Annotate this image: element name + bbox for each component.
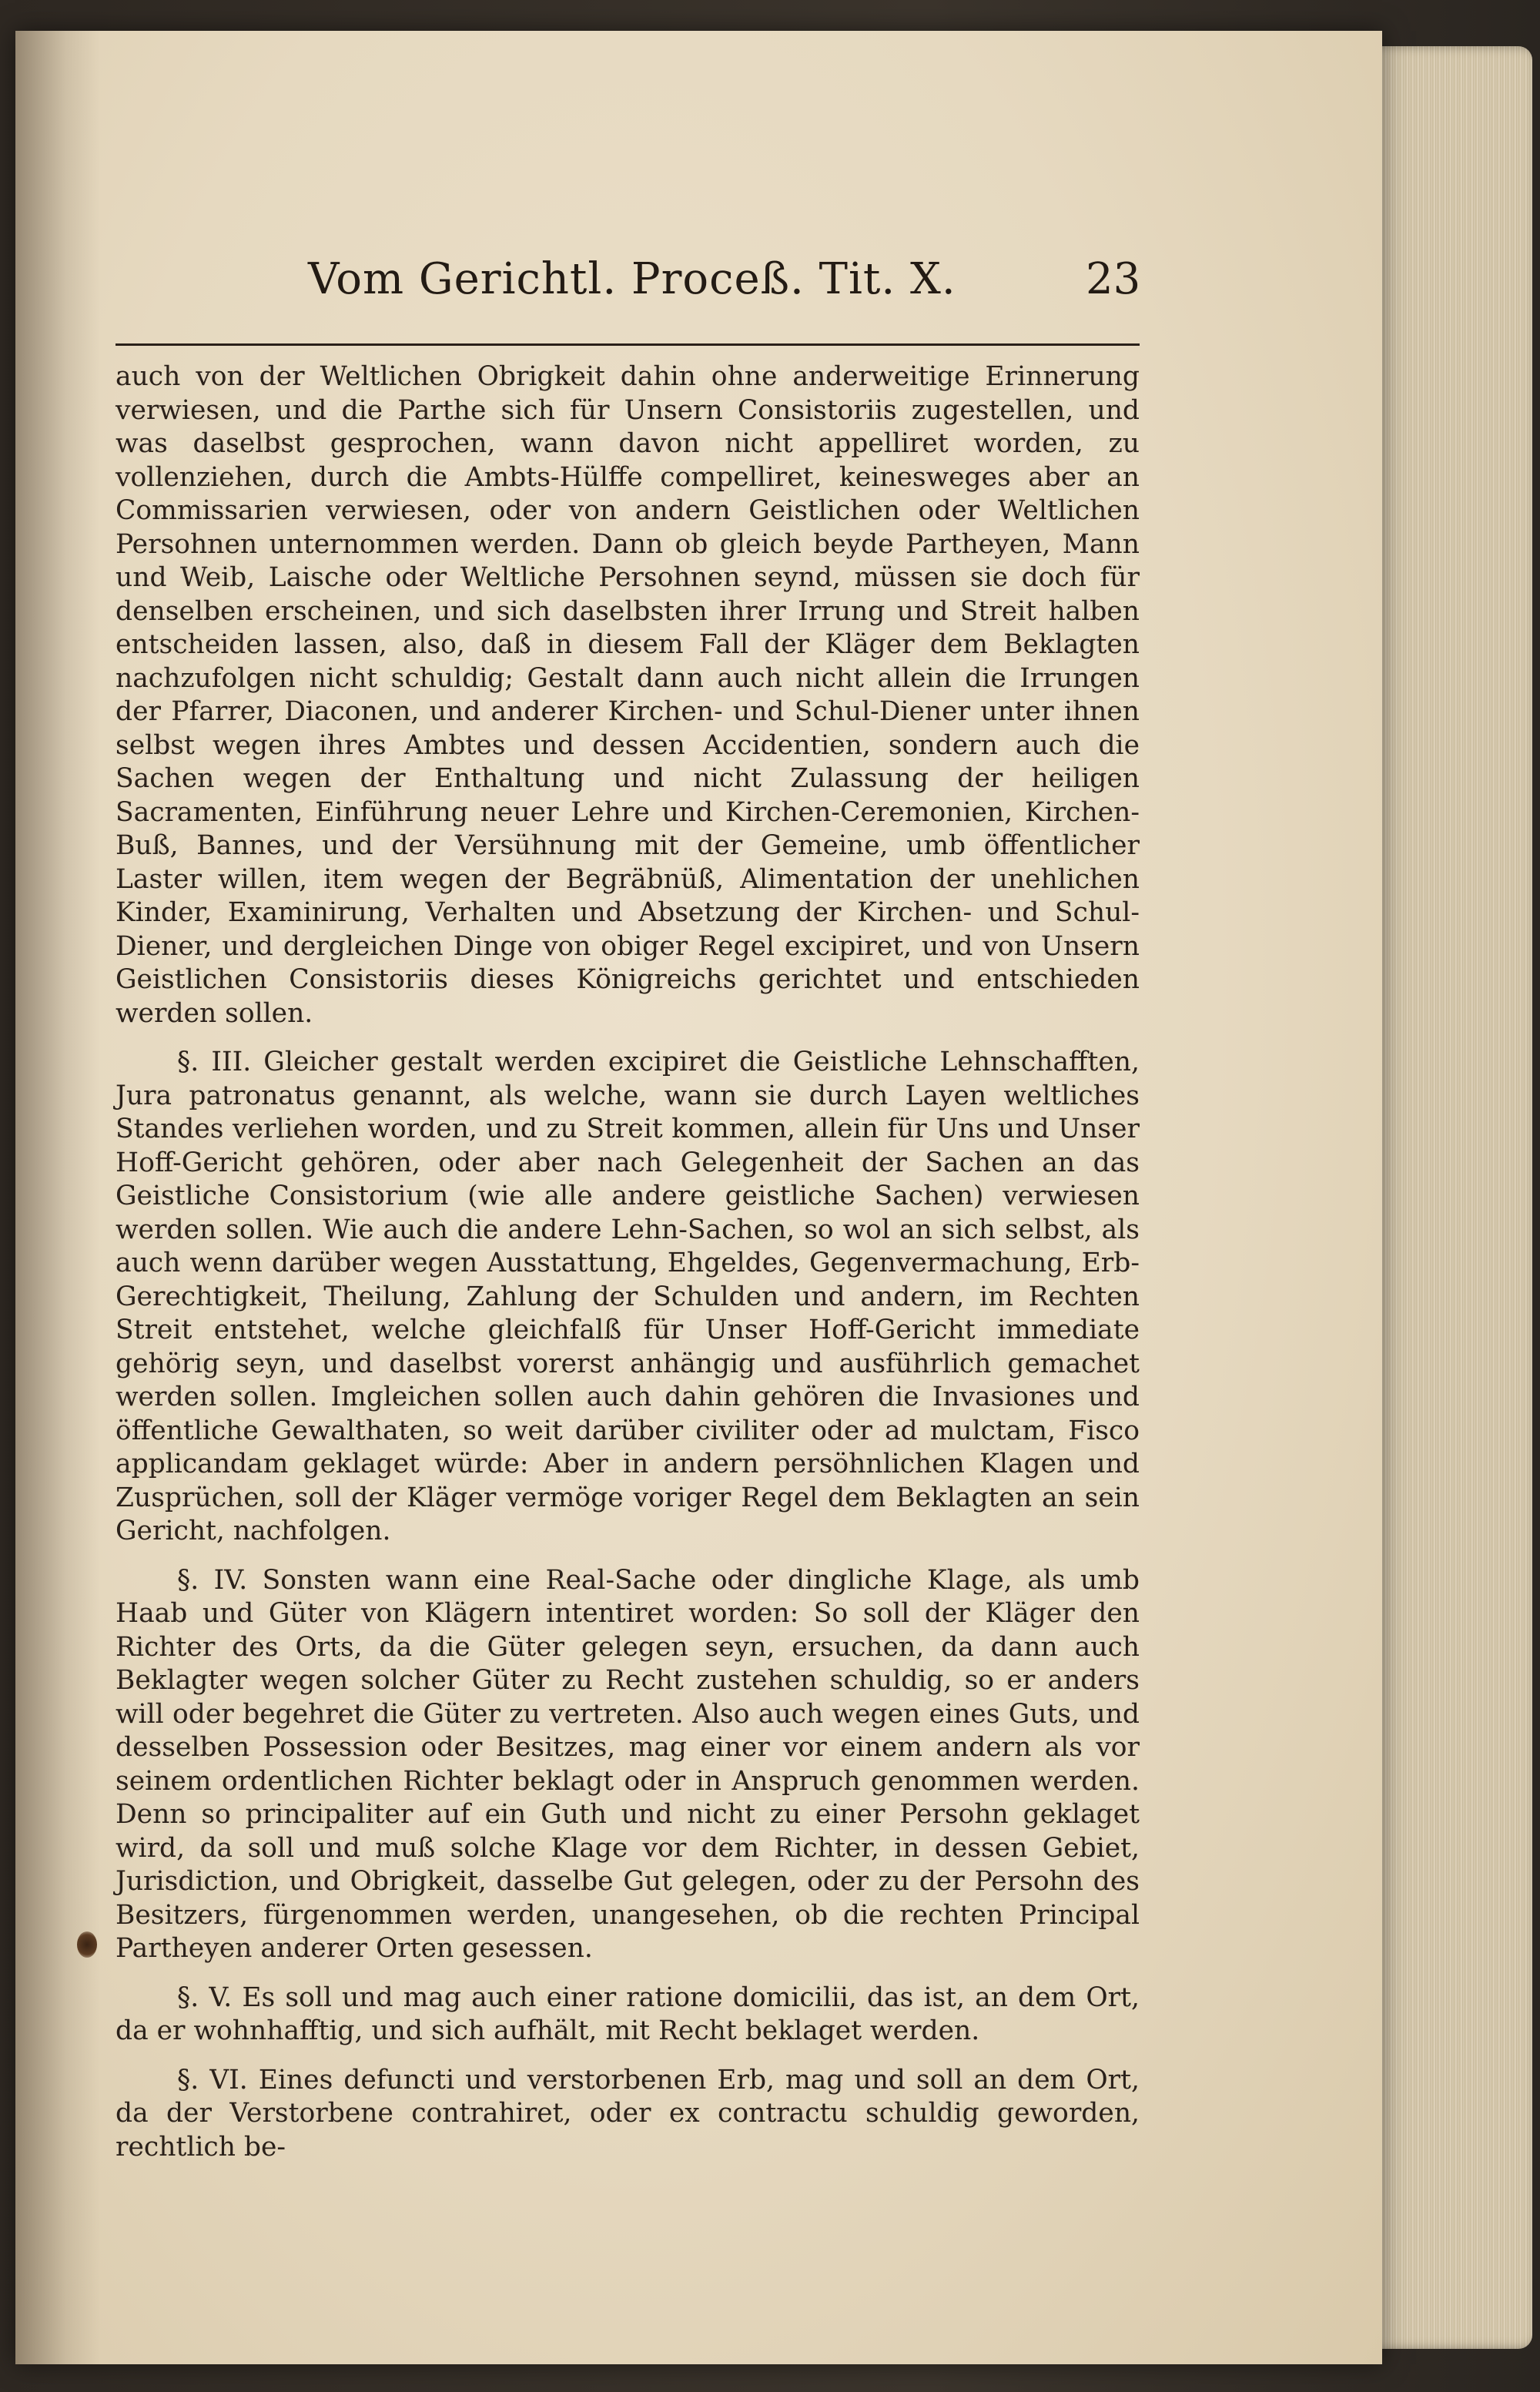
body-text	[116, 360, 1140, 2164]
paragraph-section-4: §. IV. Sonsten wann eine Real-Sache oder dingliche Klage, als umb Haab und Güter von Klägern intentiret worden: So soll der Kläger den Richter des Orts, da die Güter gelegen seyn, ersuchen, da dann auch Beklagter wegen solcher Güter zu Recht zustehen schuldig, so er anders will oder begehret die Güter zu vertreten. Also auch wegen eines Guts, und desselben Possession oder Besitzes, mag einer vor einem andern als vor seinem ordentlichen Richter beklagt oder in Anspruch genommen werden. Denn so principaliter auf ein Guth und nicht zu einer Persohn geklaget wird, da soll und muß solche Klage vor dem Richter, in dessen Gebiet, Jurisdiction, und Obrigkeit, dasselbe Gut gelegen, oder zu der Persohn des Besitzers, fürgenommen werden, unangesehen, ob die rechten Principal Partheyen anderer Orten gesessen.	[116, 1564, 1140, 1964]
ink-blot	[77, 1931, 97, 1958]
gutter-shadow	[15, 31, 100, 2364]
paragraph-continuation: auch von der Weltlichen Obrigkeit dahin ohne anderweitige Erinnerung verwiesen, und die Parthe sich für Unsern Consistoriis zugestellen, und was daselbst gesprochen, wann davon nicht appelliret worden, zu vollenziehen, durch die Ambts-Hülffe compelliret, keinesweges aber an Commissarien verwiesen, oder von andern Geistlichen oder Weltlichen Persohnen unternommen werden. Dann ob gleich beyde Partheyen, Mann und Weib, Laische oder Weltliche Persohnen seynd, müssen sie doch für denselben erscheinen, und sich daselbsten ihrer Irrung und Streit halben entscheiden lassen, also, daß in diesem Fall der Kläger dem Beklagten nachzufolgen nicht schuldig; Gestalt dann auch nicht allein die Irrungen der Pfarrer, Diaconen, und anderer Kirchen- und Schul-Diener unter ihnen selbst wegen ihres Ambtes und dessen Accidentien, sondern auch die Sachen wegen der Enthaltung und nicht Zulassung der heiligen Sacramenten, Einführung neuer Lehre und Kirchen-Ceremonien, Kirchen-Buß, Bannes, und der Versühnung mit der Gemeine, umb öffentlicher Laster willen, item wegen der Begräbnüß, Alimentation der unehlichen Kinder, Examinirung, Verhalten und Absetzung der Kirchen- und Schul-Diener, und dergleichen Dinge von obiger Regel excipiret, und von Unsern Geistlichen Consistoriis dieses Königreichs gerichtet und entschieden werden sollen.	[116, 361, 1140, 1029]
header-rule	[116, 343, 1140, 346]
running-title: Vom Gerichtl. Proceß. Tit. X.	[308, 254, 956, 304]
paragraph-section-5: §. V. Es soll und mag auch einer ratione domicilii, das ist, an dem Ort, da er wohnhafftig, und sich aufhält, mit Recht beklaget werden.	[116, 1982, 1140, 2046]
paragraph-section-3: §. III. Gleicher gestalt werden excipiret die Geistliche Lehnschafften, Jura patronatus genannt, als welche, wann sie durch Layen weltliches Standes verliehen worden, und zu Streit kommen, allein für Uns und Unser Hoff-Gericht gehören, oder aber nach Gelegenheit der Sachen an das Geistliche Consistorium (wie alle andere geistliche Sachen) verwiesen werden sollen. Wie auch die andere Lehn-Sachen, so wol an sich selbst, als auch wenn darüber wegen Ausstattung, Ehgeldes, Gegenvermachung, Erb-Gerechtigkeit, Theilung, Zahlung der Schulden und andern, im Rechten Streit entstehet, welche gleichfalß für Unser Hoff-Gericht immediate gehörig seyn, und daselbst vorerst anhängig und ausführlich gemachet werden sollen. Imgleichen sollen auch dahin gehören die Invasiones und öffentliche Gewalthaten, so weit darüber civiliter oder ad mulctam, Fisco applicandam geklaget würde: Aber in andern persöhnlichen Klagen und Zusprüchen, soll der Kläger vermöge voriger Regel dem Beklagten an sein Gericht, nachfolgen.	[116, 1047, 1140, 1546]
paragraph-section-6: §. VI. Eines defuncti und verstorbenen Erb, mag und soll an dem Ort, da der Verstorbene contrahiret, oder ex contractu schuldig geworden, rechtlich be-	[116, 2064, 1140, 2163]
page-number: 23	[1086, 254, 1141, 304]
